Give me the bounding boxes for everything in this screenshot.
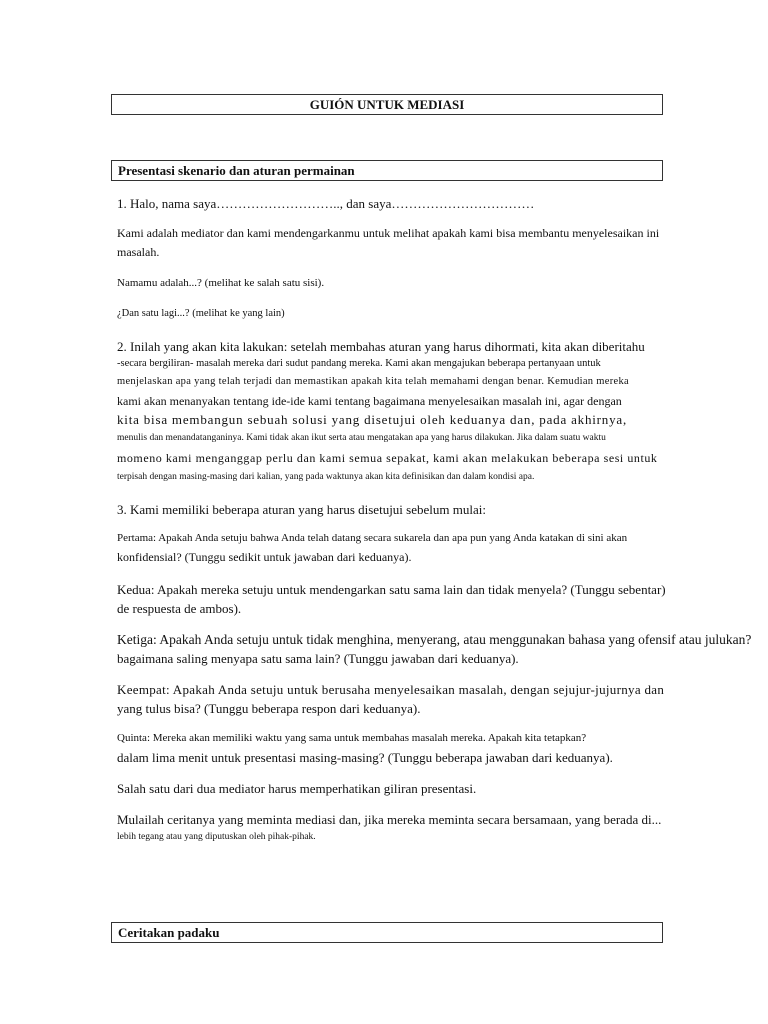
paragraph-line: Namamu adalah...? (melihat ke salah satu sisi). bbox=[117, 277, 325, 289]
paragraph-line: Pertama: Apakah Anda setuju bahwa Anda telah datang secara sukarela dan apa pun yang Anda katakan di sini akan bbox=[117, 532, 628, 544]
paragraph-line: Mulailah ceritanya yang meminta mediasi dan, jika mereka meminta secara bersamaan, yang berada di... bbox=[117, 812, 662, 827]
paragraph-line: konfidensial? (Tunggu sedikit untuk jawaban dari keduanya). bbox=[117, 550, 412, 564]
paragraph-line: menjelaskan apa yang telah terjadi dan memastikan apakah kita telah memahami dengan benar. Kemudian mereka bbox=[117, 376, 629, 387]
section-heading-presentation: Presentasi skenario dan aturan permainan bbox=[111, 160, 663, 181]
paragraph-line: Ketiga: Apakah Anda setuju untuk tidak menghina, menyerang, atau menggunakan bahasa yang ofensif atau julukan? bbox=[117, 632, 752, 647]
paragraph-line: ¿Dan satu lagi...? (melihat ke yang lain) bbox=[117, 308, 285, 319]
paragraph-line: 3. Kami memiliki beberapa aturan yang harus disetujui sebelum mulai: bbox=[117, 502, 486, 517]
paragraph-line: Kami adalah mediator dan kami mendengarkanmu untuk melihat apakah kami bisa membantu menyelesaikan ini bbox=[117, 226, 660, 240]
paragraph-line: Keempat: Apakah Anda setuju untuk berusaha menyelesaikan masalah, dengan sejujur-jujurnya dan bbox=[117, 682, 665, 697]
document-title: GUIÓN UNTUK MEDIASI bbox=[111, 94, 663, 115]
paragraph-line: menulis dan menandatanganinya. Kami tidak akan ikut serta atau mengatakan apa yang harus dilakukan. Jika dalam suatu waktu bbox=[117, 433, 606, 443]
paragraph-line: momeno kami menganggap perlu dan kami semua sepakat, kami akan melakukan beberapa sesi untuk bbox=[117, 451, 658, 465]
paragraph-line: yang tulus bisa? (Tunggu beberapa respon dari keduanya). bbox=[117, 701, 421, 716]
paragraph-line: lebih tegang atau yang diputuskan oleh pihak-pihak. bbox=[117, 832, 316, 842]
paragraph-line: -secara bergiliran- masalah mereka dari sudut pandang mereka. Kami akan mengajukan beberapa pertanyaan untuk bbox=[117, 358, 601, 369]
paragraph-line: 1. Halo, nama saya……………………….., dan saya…………………………… bbox=[117, 196, 535, 211]
paragraph-line: Quinta: Mereka akan memiliki waktu yang sama untuk membahas masalah mereka. Apakah kita tetapkan? bbox=[117, 732, 587, 744]
paragraph-line: 2. Inilah yang akan kita lakukan: setelah membahas aturan yang harus dihormati, kita akan diberitahu bbox=[117, 339, 645, 354]
paragraph-line: Salah satu dari dua mediator harus memperhatikan giliran presentasi. bbox=[117, 781, 477, 796]
paragraph-line: kami akan menanyakan tentang ide-ide kami tentang bagaimana menyelesaikan masalah ini, agar dengan bbox=[117, 394, 622, 408]
paragraph-line: de respuesta de ambos). bbox=[117, 601, 242, 616]
paragraph-line: Kedua: Apakah mereka setuju untuk mendengarkan satu sama lain dan tidak menyela? (Tunggu sebentar) bbox=[117, 582, 666, 597]
paragraph-line: kita bisa membangun sebuah solusi yang disetujui oleh keduanya dan, pada akhirnya, bbox=[117, 412, 628, 427]
paragraph-line: terpisah dengan masing-masing dari kalian, yang pada waktunya akan kita definisikan dan dalam kondisi apa. bbox=[117, 472, 535, 482]
paragraph-line: dalam lima menit untuk presentasi masing-masing? (Tunggu beberapa jawaban dari keduanya). bbox=[117, 750, 613, 765]
paragraph-line: bagaimana saling menyapa satu sama lain? (Tunggu jawaban dari keduanya). bbox=[117, 651, 519, 666]
section-heading-tell-me: Ceritakan padaku bbox=[111, 922, 663, 943]
paragraph-line: masalah. bbox=[117, 245, 160, 259]
